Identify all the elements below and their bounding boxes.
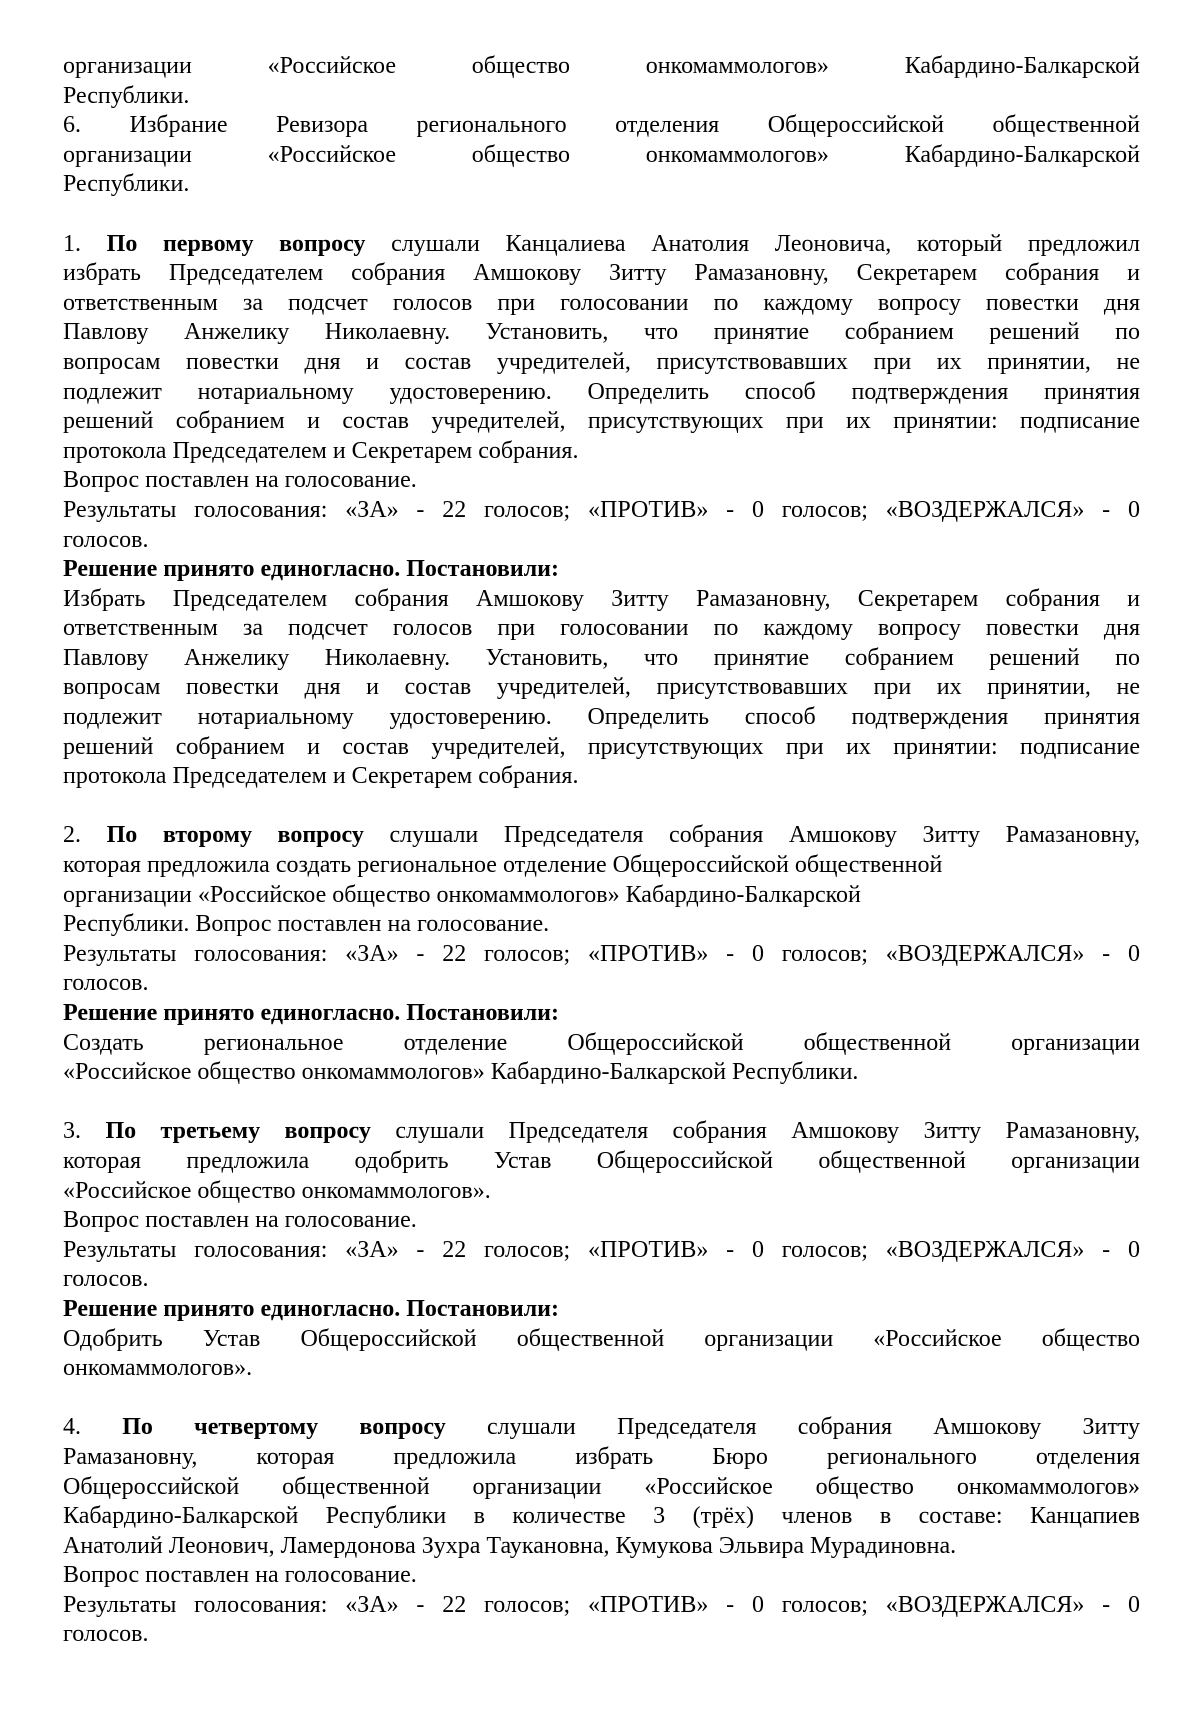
text-run: Результаты голосования: «ЗА» - 22 голосов; «ПРОТИВ» - 0 голосов; «ВОЗДЕРЖАЛСЯ» - 0 [63, 1236, 1140, 1263]
text-run: Анатолий Леонович, Ламердонова Зухра Таукановна, Кумукова Эльвира Мурадиновна. [63, 1532, 957, 1559]
document-line [63, 1265, 1140, 1295]
document-line [63, 585, 1140, 615]
text-run: которая предложила создать региональное отделение Общероссийской общественной [63, 852, 943, 879]
text-run: организации «Российское общество онкомаммологов» Кабардино-Балкарской [63, 141, 1140, 168]
document-line [63, 1561, 1140, 1591]
bold-text-run: Решение принято единогласно. Постановили: [63, 556, 559, 583]
document-line [63, 821, 1140, 851]
text-run: Избрать Председателем собрания Амшокову Зитту Рамазановну, Секретарем собрания и [63, 585, 1140, 612]
document-line [63, 230, 1140, 260]
text-run: голосов. [63, 970, 149, 997]
text-run: Результаты голосования: «ЗА» - 22 голосов; «ПРОТИВ» - 0 голосов; «ВОЗДЕРЖАЛСЯ» - 0 [63, 940, 1140, 967]
question-3 [63, 1117, 1140, 1383]
question-1 [63, 230, 1140, 792]
document-line [63, 437, 1140, 467]
document-line [63, 999, 1140, 1029]
document-line [63, 851, 1140, 881]
text-run: 1. [63, 230, 107, 257]
document-line [63, 1206, 1140, 1236]
text-run: слушали Председателя собрания Амшокову Зитту Рамазановну, [363, 822, 1140, 849]
document-line [63, 1058, 1140, 1088]
document-line [63, 1295, 1140, 1325]
bold-text-run: Решение принято единогласно. Постановили: [63, 1295, 559, 1322]
text-run: Республики. [63, 171, 190, 198]
document-line [63, 1354, 1140, 1384]
text-run: решений собранием и состав учредителей, присутствующих при их принятии: подписание [63, 733, 1140, 760]
bold-text-run: По четвертому вопросу [122, 1414, 446, 1441]
text-run: Общероссийской общественной организации «Российское общество онкомаммологов» [63, 1473, 1140, 1500]
document-line [63, 733, 1140, 763]
text-run: 3. [63, 1118, 106, 1145]
text-run: вопросам повестки дня и состав учредителей, присутствовавших при их принятии, не [63, 348, 1140, 375]
document-line [63, 1443, 1140, 1473]
text-run: голосов. [63, 1621, 149, 1648]
text-run: Создать региональное отделение Общероссийской общественной организации [63, 1029, 1140, 1056]
bold-text-run: Решение принято единогласно. Постановили: [63, 1000, 559, 1026]
text-run: Республики. Вопрос поставлен на голосование. [63, 911, 550, 938]
document-line [63, 526, 1140, 556]
document-line [63, 1147, 1140, 1177]
text-run: избрать Председателем собрания Амшокову Зитту Рамазановну, Секретарем собрания и [63, 260, 1140, 287]
text-run: протокола Председателем и Секретарем собрания. [63, 437, 579, 464]
text-run: «Российское общество онкомаммологов» Кабардино-Балкарской Республики. [63, 1059, 859, 1086]
document-line [63, 940, 1140, 970]
text-run: которая предложила одобрить Устав Общероссийской общественной организации [63, 1147, 1140, 1174]
document-line [63, 881, 1140, 911]
document-line [63, 703, 1140, 733]
text-run: голосов. [63, 526, 149, 553]
text-run: Кабардино-Балкарской Республики в количестве 3 (трёх) членов в составе: Канцапиев [63, 1503, 1140, 1530]
document-line [63, 141, 1140, 171]
document-line [63, 910, 1140, 940]
text-run: 2. [63, 822, 107, 849]
text-run: Рамазановну, которая предложила избрать Бюро регионального отделения [63, 1443, 1140, 1470]
question-2 [63, 821, 1140, 1087]
text-run: Павлову Анжелику Николаевну. Установить, что принятие собранием решений по [63, 319, 1140, 346]
document-line [63, 1591, 1140, 1621]
text-run: Республики. [63, 82, 190, 109]
document-line [63, 318, 1140, 348]
document-line [63, 466, 1140, 496]
document-line [63, 1473, 1140, 1503]
document-line [63, 52, 1140, 82]
text-run: слушали Председателя собрания Амшокову Зитту [445, 1414, 1140, 1441]
text-run: организации «Российское общество онкомаммологов» Кабардино-Балкарской [63, 53, 1140, 79]
text-run: подлежит нотариальному удостоверению. Определить способ подтверждения принятия [63, 378, 1140, 405]
agenda-item-6 [63, 111, 1140, 200]
document-line [63, 1620, 1140, 1650]
text-run: подлежит нотариальному удостоверению. Определить способ подтверждения принятия [63, 704, 1140, 731]
document-line [63, 1325, 1140, 1355]
text-run: Результаты голосования: «ЗА» - 22 голосов; «ПРОТИВ» - 0 голосов; «ВОЗДЕРЖАЛСЯ» - 0 [63, 1591, 1140, 1618]
text-run: слушали Канцалиева Анатолия Леоновича, который предложил [365, 230, 1140, 257]
document-line [63, 1236, 1140, 1266]
document-body [63, 52, 1140, 1650]
agenda-item-5-tail [63, 52, 1140, 111]
document-line [63, 1029, 1140, 1059]
text-run: онкомаммологов». [63, 1355, 253, 1382]
text-run: голосов. [63, 1266, 149, 1293]
document-line [63, 259, 1140, 289]
document-line [63, 289, 1140, 319]
text-run: протокола Председателем и Секретарем собрания. [63, 763, 579, 790]
text-run: 6. Избрание Ревизора регионального отделения Общероссийской общественной [63, 112, 1140, 139]
text-run: слушали Председателя собрания Амшокову Зитту Рамазановну, [370, 1118, 1141, 1145]
document-line [63, 496, 1140, 526]
question-4 [63, 1413, 1140, 1650]
document-line [63, 969, 1140, 999]
text-run: ответственным за подсчет голосов при голосовании по каждому вопросу повестки дня [63, 289, 1140, 316]
text-run: Вопрос поставлен на голосование. [63, 1562, 417, 1589]
document-line [63, 82, 1140, 112]
text-run: 4. [63, 1414, 123, 1441]
document-line [63, 614, 1140, 644]
text-run: «Российское общество онкомаммологов». [63, 1177, 491, 1204]
text-run: решений собранием и состав учредителей, присутствующих при их принятии: подписание [63, 408, 1140, 435]
text-run: организации «Российское общество онкомаммологов» Кабардино-Балкарской [63, 881, 861, 908]
document-line [63, 1177, 1140, 1207]
document-line [63, 407, 1140, 437]
document-line [63, 348, 1140, 378]
text-run: Вопрос поставлен на голосование. [63, 467, 417, 494]
document-line [63, 1413, 1140, 1443]
document-line [63, 111, 1140, 141]
text-run: Одобрить Устав Общероссийской общественной организации «Российское общество [63, 1325, 1140, 1352]
document-line [63, 170, 1140, 200]
text-run: Вопрос поставлен на голосование. [63, 1207, 417, 1234]
document-line [63, 673, 1140, 703]
bold-text-run: По первому вопросу [106, 230, 366, 257]
document-line [63, 555, 1140, 585]
text-run: Результаты голосования: «ЗА» - 22 голосов; «ПРОТИВ» - 0 голосов; «ВОЗДЕРЖАЛСЯ» - 0 [63, 496, 1140, 523]
document-line [63, 1502, 1140, 1532]
document-line [63, 378, 1140, 408]
text-run: Павлову Анжелику Николаевну. Установить, что принятие собранием решений по [63, 644, 1140, 671]
bold-text-run: По второму вопросу [106, 822, 364, 849]
document-line [63, 1117, 1140, 1147]
document-line [63, 762, 1140, 792]
document-line [63, 1532, 1140, 1562]
text-run: вопросам повестки дня и состав учредителей, присутствовавших при их принятии, не [63, 674, 1140, 701]
text-run: ответственным за подсчет голосов при голосовании по каждому вопросу повестки дня [63, 615, 1140, 642]
bold-text-run: По третьему вопросу [105, 1118, 371, 1145]
document-line [63, 644, 1140, 674]
